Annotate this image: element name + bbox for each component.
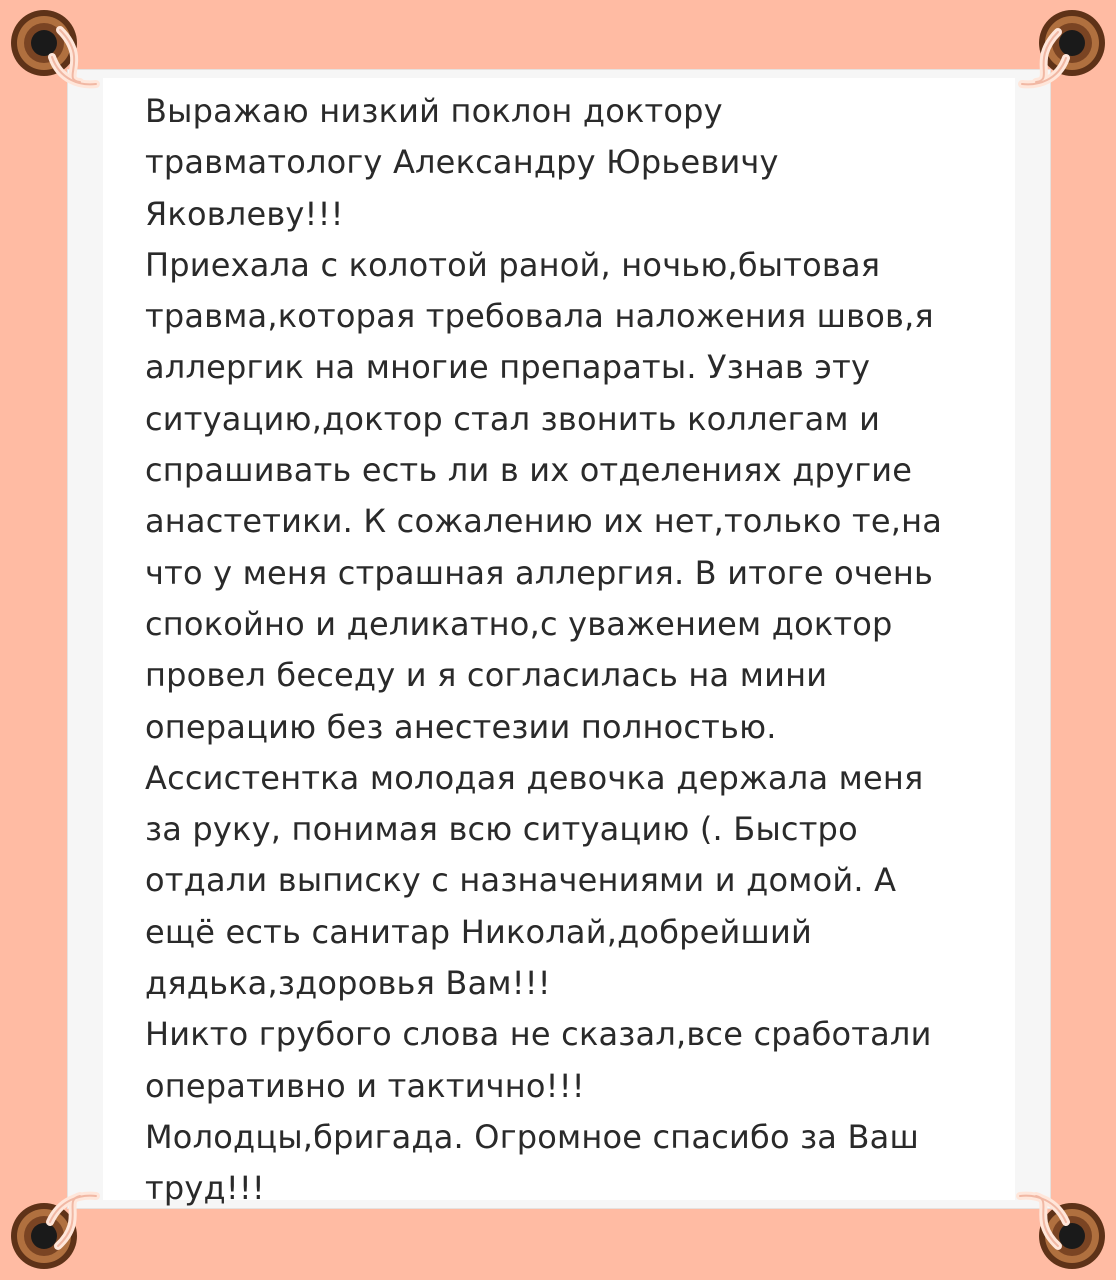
- message-line: дядька,здоровья Вам!!!: [145, 964, 551, 1003]
- message-line: ситуацию,доктор стал звонить коллегам и: [145, 399, 881, 438]
- message-line: ещё есть санитар Николай,добрейший: [145, 912, 813, 951]
- message-line: спрашивать есть ли в их отделениях другие: [145, 451, 913, 490]
- message-line: спокойно и деликатно,с уважением доктор: [145, 604, 893, 643]
- message-line: что у меня страшная аллергия. В итоге очень: [145, 553, 934, 592]
- grommet-bottom-left-icon: [11, 1196, 96, 1269]
- message-line: Ассистентка молодая девочка держала меня: [145, 758, 924, 797]
- message-line: за руку, понимая всю ситуацию (. Быстро: [145, 810, 858, 849]
- review-message: [145, 86, 985, 1215]
- message-line: Выражаю низкий поклон доктору: [145, 92, 723, 130]
- message-line: Яковлеву!!!: [145, 194, 344, 233]
- message-line: Никто грубого слова не сказал,все сработали: [145, 1015, 932, 1054]
- message-line: анастетики. К сожалению их нет,только те,на: [145, 502, 943, 541]
- grommet-top-left-icon: [11, 10, 96, 84]
- message-line: аллергик на многие препараты. Узнав эту: [145, 348, 871, 387]
- message-line: отдали выписку с назначениями и домой. А: [145, 861, 897, 900]
- message-line: травматологу Александру Юрьевичу: [145, 143, 779, 182]
- message-line: оперативно и тактично!!!: [145, 1066, 585, 1105]
- message-line: Молодцы,бригада. Огромное спасибо за Ваш: [145, 1117, 919, 1156]
- message-line: провел беседу и я согласилась на мини: [145, 656, 828, 695]
- grommet-top-right-icon: [1022, 10, 1105, 84]
- message-line: труд!!!: [145, 1169, 265, 1208]
- message-line: травма,которая требовала наложения швов,я: [145, 297, 934, 336]
- message-line: операцию без анестезии полностью.: [145, 707, 777, 746]
- message-line: Приехала с колотой раной, ночью,бытовая: [145, 245, 881, 284]
- grommet-bottom-right-icon: [1020, 1196, 1105, 1269]
